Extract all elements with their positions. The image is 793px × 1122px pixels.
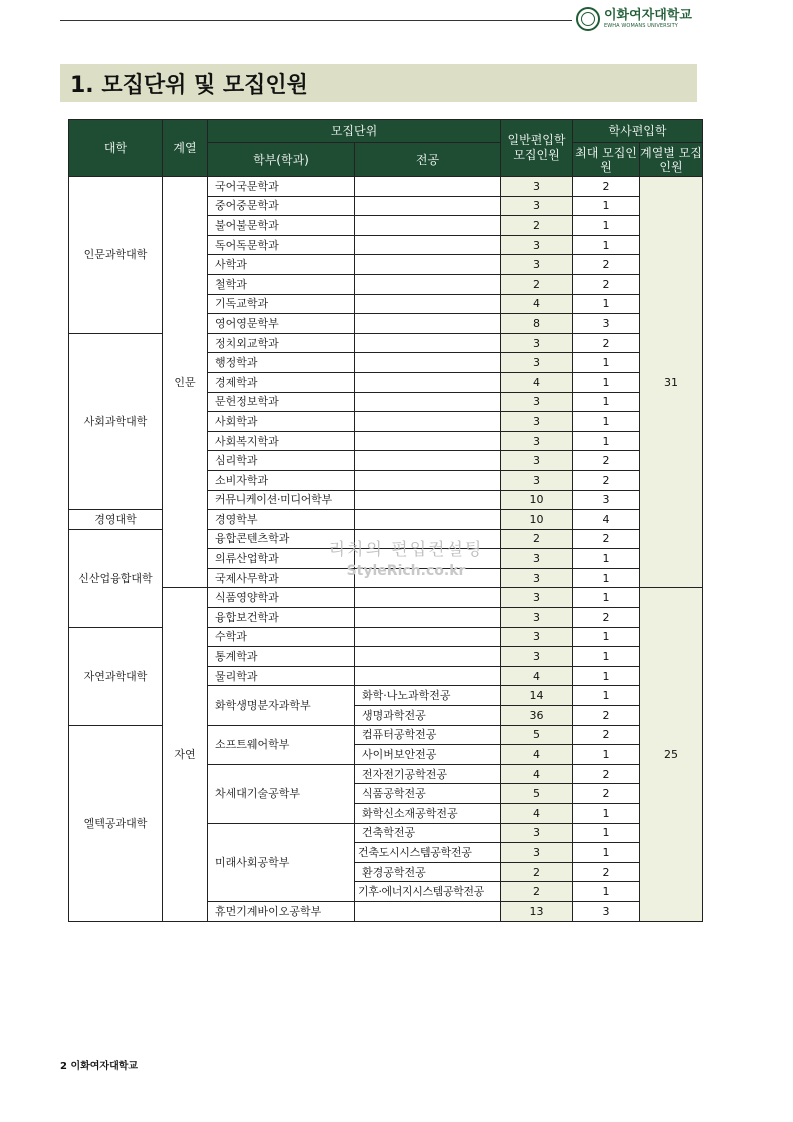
header-general: 일반편입학 모집인원 — [501, 120, 573, 177]
major-cell — [355, 588, 501, 608]
major-cell — [355, 216, 501, 236]
major-cell — [355, 392, 501, 412]
major-cell — [355, 470, 501, 490]
field-total: 31 — [640, 177, 703, 588]
max-count: 4 — [573, 510, 640, 530]
header-unit: 모집단위 — [208, 120, 501, 143]
general-count: 3 — [501, 627, 573, 647]
dept-cell: 사회복지학과 — [208, 431, 355, 451]
general-count: 3 — [501, 255, 573, 275]
general-count: 10 — [501, 490, 573, 510]
general-count: 10 — [501, 510, 573, 530]
general-count: 2 — [501, 862, 573, 882]
general-count: 3 — [501, 549, 573, 569]
dept-cell: 수학과 — [208, 627, 355, 647]
general-count: 3 — [501, 392, 573, 412]
major-cell: 환경공학전공 — [355, 862, 501, 882]
major-cell — [355, 177, 501, 197]
max-count: 2 — [573, 784, 640, 804]
major-cell — [355, 608, 501, 628]
field-total: 25 — [640, 588, 703, 921]
university-seal-icon — [576, 7, 600, 31]
max-count: 1 — [573, 196, 640, 216]
max-count: 2 — [573, 706, 640, 726]
general-count: 3 — [501, 451, 573, 471]
max-count: 1 — [573, 392, 640, 412]
dept-cell: 중어중문학과 — [208, 196, 355, 216]
max-count: 2 — [573, 451, 640, 471]
dept-cell: 소비자학과 — [208, 470, 355, 490]
max-count: 1 — [573, 353, 640, 373]
major-cell: 화학신소재공학전공 — [355, 804, 501, 824]
major-cell: 컴퓨터공학전공 — [355, 725, 501, 745]
major-cell — [355, 412, 501, 432]
max-count: 1 — [573, 823, 640, 843]
dept-cell: 통계학과 — [208, 647, 355, 667]
max-count: 2 — [573, 764, 640, 784]
header-field: 계열 — [163, 120, 208, 177]
max-count: 1 — [573, 627, 640, 647]
max-count: 1 — [573, 549, 640, 569]
general-count: 4 — [501, 666, 573, 686]
dept-cell: 심리학과 — [208, 451, 355, 471]
general-count: 3 — [501, 588, 573, 608]
dept-cell: 문헌정보학과 — [208, 392, 355, 412]
watermark-line-1: 리치의 편입컨설팅 — [328, 540, 484, 560]
general-count: 8 — [501, 314, 573, 334]
general-count: 3 — [501, 353, 573, 373]
max-count: 2 — [573, 274, 640, 294]
general-count: 3 — [501, 431, 573, 451]
general-count: 3 — [501, 177, 573, 197]
max-count: 1 — [573, 843, 640, 863]
logo-university-english: EWHA WOMANS UNIVERSITY — [604, 22, 678, 29]
major-cell — [355, 666, 501, 686]
max-count: 2 — [573, 725, 640, 745]
major-cell: 전자전기공학전공 — [355, 764, 501, 784]
general-count: 2 — [501, 216, 573, 236]
max-count: 1 — [573, 666, 640, 686]
dept-cell: 물리학과 — [208, 666, 355, 686]
dept-cell: 독어독문학과 — [208, 235, 355, 255]
dept-cell: 경제학과 — [208, 372, 355, 392]
max-count: 1 — [573, 588, 640, 608]
dept-cell: 융합보건학과 — [208, 608, 355, 628]
dept-cell: 융합콘텐츠학과 — [208, 529, 355, 549]
header-bachelor: 학사편입학 — [573, 120, 703, 143]
page-footer — [60, 1057, 138, 1072]
major-cell — [355, 235, 501, 255]
general-count: 4 — [501, 372, 573, 392]
max-count: 3 — [573, 490, 640, 510]
dept-cell: 행정학과 — [208, 353, 355, 373]
max-count: 2 — [573, 177, 640, 197]
university-logo — [576, 7, 692, 31]
max-count: 1 — [573, 235, 640, 255]
major-cell — [355, 568, 501, 588]
max-count: 2 — [573, 255, 640, 275]
general-count: 4 — [501, 804, 573, 824]
major-cell — [355, 627, 501, 647]
college-cell: 엘텍공과대학 — [69, 725, 163, 921]
max-count: 3 — [573, 314, 640, 334]
max-count: 1 — [573, 745, 640, 765]
general-count: 3 — [501, 333, 573, 353]
field-cell: 자연 — [163, 588, 208, 921]
dept-cell: 미래사회공학부 — [208, 823, 355, 901]
general-count: 3 — [501, 196, 573, 216]
college-cell: 사회과학대학 — [69, 333, 163, 509]
major-cell — [355, 901, 501, 921]
header-rule — [60, 20, 572, 21]
max-count: 1 — [573, 412, 640, 432]
college-cell: 자연과학대학 — [69, 627, 163, 725]
major-cell: 기후·에너지시스템공학전공 — [355, 882, 501, 902]
major-cell: 생명과학전공 — [355, 706, 501, 726]
header-by-field: 계열별 모집인원 — [640, 143, 703, 177]
general-count: 36 — [501, 706, 573, 726]
header-max: 최대 모집인원 — [573, 143, 640, 177]
major-cell — [355, 255, 501, 275]
general-count: 3 — [501, 412, 573, 432]
page-number: 2 — [60, 1061, 67, 1072]
max-count: 1 — [573, 568, 640, 588]
dept-cell: 영어영문학부 — [208, 314, 355, 334]
dept-cell: 기독교학과 — [208, 294, 355, 314]
max-count: 2 — [573, 862, 640, 882]
college-cell: 신산업융합대학 — [69, 529, 163, 627]
max-count: 1 — [573, 804, 640, 824]
general-count: 3 — [501, 470, 573, 490]
college-cell: 경영대학 — [69, 510, 163, 530]
dept-cell: 의류산업학과 — [208, 549, 355, 569]
major-cell — [355, 451, 501, 471]
major-cell — [355, 490, 501, 510]
general-count: 4 — [501, 294, 573, 314]
general-count: 5 — [501, 784, 573, 804]
max-count: 1 — [573, 294, 640, 314]
dept-cell: 사학과 — [208, 255, 355, 275]
major-cell — [355, 274, 501, 294]
general-count: 2 — [501, 882, 573, 902]
general-count: 14 — [501, 686, 573, 706]
max-count: 1 — [573, 686, 640, 706]
major-cell: 식품공학전공 — [355, 784, 501, 804]
major-cell — [355, 372, 501, 392]
general-count: 4 — [501, 764, 573, 784]
major-cell — [355, 647, 501, 667]
major-cell — [355, 196, 501, 216]
major-cell — [355, 549, 501, 569]
dept-cell: 커뮤니케이션·미디어학부 — [208, 490, 355, 510]
major-cell — [355, 333, 501, 353]
general-count: 2 — [501, 274, 573, 294]
major-cell: 사이버보안전공 — [355, 745, 501, 765]
logo-university-name: 이화여자대학교 — [604, 7, 692, 23]
dept-cell: 정치외교학과 — [208, 333, 355, 353]
dept-cell: 식품영양학과 — [208, 588, 355, 608]
major-cell — [355, 510, 501, 530]
dept-cell: 사회학과 — [208, 412, 355, 432]
max-count: 1 — [573, 372, 640, 392]
general-count: 5 — [501, 725, 573, 745]
general-count: 3 — [501, 608, 573, 628]
max-count: 2 — [573, 608, 640, 628]
general-count: 4 — [501, 745, 573, 765]
dept-cell: 불어불문학과 — [208, 216, 355, 236]
max-count: 1 — [573, 647, 640, 667]
dept-cell: 경영학부 — [208, 510, 355, 530]
max-count: 1 — [573, 431, 640, 451]
major-cell: 건축학전공 — [355, 823, 501, 843]
header-college: 대학 — [69, 120, 163, 177]
major-cell — [355, 529, 501, 549]
general-count: 13 — [501, 901, 573, 921]
max-count: 1 — [573, 216, 640, 236]
field-cell: 인문 — [163, 177, 208, 588]
dept-cell: 차세대기술공학부 — [208, 764, 355, 823]
general-count: 3 — [501, 843, 573, 863]
general-count: 3 — [501, 647, 573, 667]
table-row — [69, 177, 703, 197]
watermark-line-2: StyleRich.co.kr — [346, 563, 466, 579]
college-cell: 인문과학대학 — [69, 177, 163, 334]
general-count: 2 — [501, 529, 573, 549]
section-title: 1. 모집단위 및 모집인원 — [60, 64, 697, 102]
general-count: 3 — [501, 823, 573, 843]
header-department: 학부(학과) — [208, 143, 355, 177]
admission-table — [68, 119, 703, 922]
max-count: 2 — [573, 470, 640, 490]
general-count: 3 — [501, 235, 573, 255]
max-count: 1 — [573, 882, 640, 902]
dept-cell: 휴먼기계바이오공학부 — [208, 901, 355, 921]
table-row — [69, 588, 703, 608]
major-cell — [355, 294, 501, 314]
major-cell — [355, 431, 501, 451]
dept-cell: 소프트웨어학부 — [208, 725, 355, 764]
dept-cell: 국제사무학과 — [208, 568, 355, 588]
major-cell: 화학·나노과학전공 — [355, 686, 501, 706]
major-cell: 건축도시시스템공학전공 — [355, 843, 501, 863]
major-cell — [355, 353, 501, 373]
dept-cell: 철학과 — [208, 274, 355, 294]
max-count: 2 — [573, 529, 640, 549]
general-count: 3 — [501, 568, 573, 588]
header-major: 전공 — [355, 143, 501, 177]
major-cell — [355, 314, 501, 334]
max-count: 3 — [573, 901, 640, 921]
max-count: 2 — [573, 333, 640, 353]
dept-cell: 화학생명분자과학부 — [208, 686, 355, 725]
dept-cell: 국어국문학과 — [208, 177, 355, 197]
footer-university: 이화여자대학교 — [70, 1061, 139, 1072]
